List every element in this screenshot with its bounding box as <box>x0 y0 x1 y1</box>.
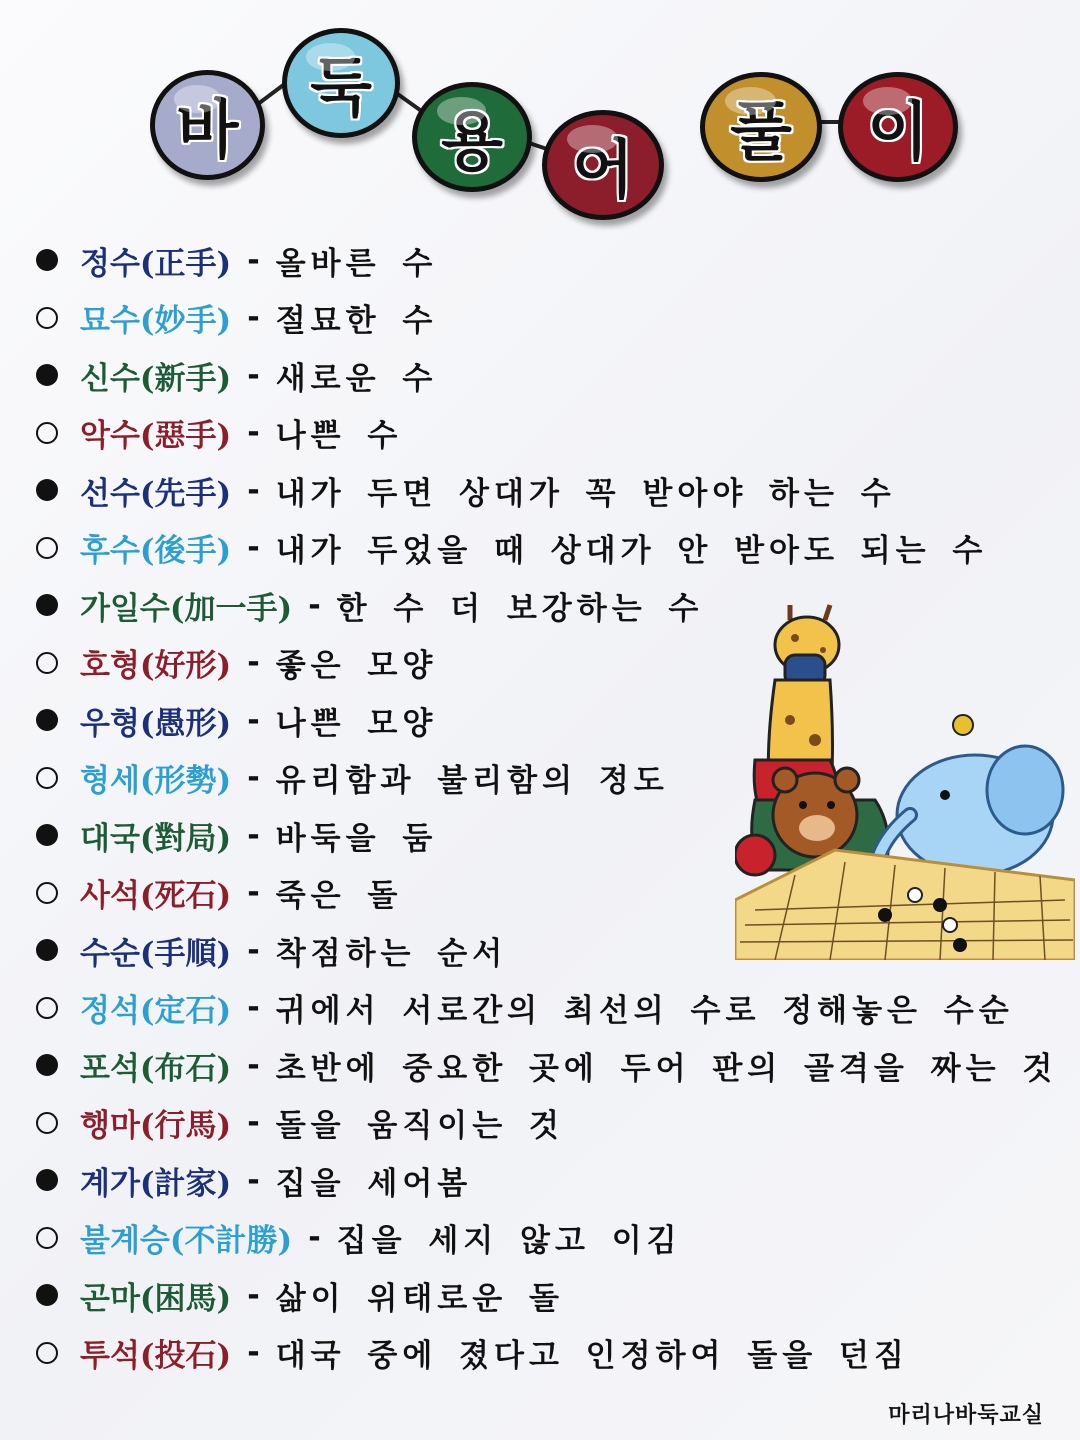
title-syllable-5 <box>700 72 822 182</box>
title-syllable-3 <box>412 82 532 192</box>
term-row <box>36 815 437 855</box>
term-meaning: 한 수 더 보강하는 수 <box>336 590 704 627</box>
term-meaning: 유리함과 불리함의 정도 <box>275 763 669 799</box>
black-stone-bullet-icon <box>36 1284 58 1306</box>
title-syllable-text: 용 <box>441 106 503 180</box>
term-word: 행마(行馬) <box>80 1108 232 1144</box>
term-word: 사석(死石) <box>80 878 232 914</box>
term-word: 포석(布石) <box>80 1050 232 1087</box>
white-stone-bullet-icon <box>36 422 58 444</box>
term-separator: - <box>247 472 260 508</box>
term-meaning: 좋은 모양 <box>275 648 438 684</box>
term-word: 가일수(加一手) <box>80 590 293 627</box>
term-row <box>36 1333 909 1373</box>
white-stone-bullet-icon <box>36 882 58 904</box>
term-row <box>36 1275 564 1315</box>
term-row <box>36 528 987 568</box>
term-separator: - <box>247 1277 260 1313</box>
term-row <box>36 758 669 798</box>
term-row <box>36 873 402 913</box>
title-syllable-text: 어 <box>572 134 634 208</box>
term-word: 후수(後手) <box>80 533 232 569</box>
title-syllable-text: 이 <box>867 96 929 170</box>
term-meaning: 집을 세지 않고 이김 <box>336 1223 682 1259</box>
title-syllable-1 <box>150 70 265 180</box>
black-stone-bullet-icon <box>36 1054 58 1076</box>
term-row <box>36 1103 564 1143</box>
term-meaning: 돌을 움직이는 것 <box>275 1108 564 1144</box>
term-word: 정수(正手) <box>80 245 232 282</box>
term-separator: - <box>247 1162 260 1198</box>
term-row <box>36 1045 1057 1085</box>
term-word: 호형(好形) <box>80 648 232 684</box>
white-stone-bullet-icon <box>36 537 58 559</box>
term-separator: - <box>247 1047 260 1083</box>
term-row <box>36 930 507 970</box>
term-word: 투석(投石) <box>80 1338 232 1374</box>
term-meaning: 죽은 돌 <box>275 878 403 914</box>
term-separator: - <box>308 587 321 623</box>
term-row <box>36 240 437 280</box>
term-word: 곤마(困馬) <box>80 1280 232 1317</box>
term-meaning: 대국 중에 졌다고 인정하여 돌을 던짐 <box>275 1338 909 1374</box>
term-separator: - <box>247 300 260 335</box>
term-separator: - <box>247 530 260 565</box>
title-syllable-6 <box>838 72 958 182</box>
term-row <box>36 585 703 625</box>
term-separator: - <box>247 760 260 795</box>
term-word: 악수(惡手) <box>80 418 232 454</box>
term-word: 수순(手順) <box>80 935 232 972</box>
footer-label: 마리나바둑교실 <box>888 1403 1044 1428</box>
black-stone-bullet-icon <box>36 709 58 731</box>
white-stone-bullet-icon <box>36 767 58 789</box>
black-stone-bullet-icon <box>36 364 58 386</box>
term-row <box>36 470 896 510</box>
term-meaning: 내가 두었을 때 상대가 안 받아도 되는 수 <box>275 533 988 569</box>
black-stone-bullet-icon <box>36 1169 58 1191</box>
term-word: 묘수(妙手) <box>80 303 232 339</box>
term-separator: - <box>247 357 260 393</box>
term-separator: - <box>308 1220 321 1255</box>
term-row <box>36 355 437 395</box>
term-meaning: 삶이 위태로운 돌 <box>275 1280 564 1317</box>
page-title <box>0 0 1080 230</box>
term-separator: - <box>247 645 260 680</box>
term-meaning: 절묘한 수 <box>275 303 438 339</box>
white-stone-bullet-icon <box>36 652 58 674</box>
white-stone-bullet-icon <box>36 997 58 1019</box>
term-separator: - <box>247 415 260 450</box>
term-word: 정석(定石) <box>80 993 232 1029</box>
term-word: 불계승(不計勝) <box>80 1223 293 1259</box>
term-word: 형세(形勢) <box>80 763 232 799</box>
term-row <box>36 700 437 740</box>
term-meaning: 내가 두면 상대가 꼭 받아야 하는 수 <box>275 475 896 512</box>
term-row <box>36 1218 682 1258</box>
term-word: 계가(計家) <box>80 1165 232 1202</box>
white-stone-bullet-icon <box>36 1227 58 1249</box>
term-word: 우형(愚形) <box>80 705 232 742</box>
term-meaning: 초반에 중요한 곳에 두어 판의 골격을 짜는 것 <box>275 1050 1058 1087</box>
black-stone-bullet-icon <box>36 824 58 846</box>
term-meaning: 새로운 수 <box>275 360 438 397</box>
black-stone-bullet-icon <box>36 249 58 271</box>
term-row <box>36 1160 472 1200</box>
term-meaning: 올바른 수 <box>275 245 438 282</box>
term-word: 선수(先手) <box>80 475 232 512</box>
white-stone-bullet-icon <box>36 1342 58 1364</box>
term-row <box>36 988 1014 1028</box>
black-stone-bullet-icon <box>36 939 58 961</box>
term-separator: - <box>247 875 260 910</box>
white-stone-bullet-icon <box>36 307 58 329</box>
title-syllable-4 <box>542 110 664 220</box>
term-separator: - <box>247 932 260 968</box>
term-meaning: 바둑을 둠 <box>275 820 438 857</box>
term-word: 대국(對局) <box>80 820 232 857</box>
term-meaning: 착점하는 순서 <box>275 935 508 972</box>
term-meaning: 나쁜 모양 <box>275 705 438 742</box>
term-separator: - <box>247 242 260 278</box>
title-syllable-text: 풀 <box>730 96 792 170</box>
title-syllable-text: 바 <box>176 94 239 168</box>
title-syllable-text: 둑 <box>310 52 372 126</box>
term-separator: - <box>247 990 260 1025</box>
term-word: 신수(新手) <box>80 360 232 397</box>
term-separator: - <box>247 1335 260 1370</box>
baduk-animals-illustration <box>735 600 1075 960</box>
term-separator: - <box>247 1105 260 1140</box>
term-meaning: 나쁜 수 <box>275 418 403 454</box>
term-meaning: 귀에서 서로간의 최선의 수로 정해놓은 수순 <box>275 993 1014 1029</box>
term-separator: - <box>247 817 260 853</box>
term-row <box>36 643 437 683</box>
term-row <box>36 413 402 453</box>
term-meaning: 집을 세어봄 <box>275 1165 473 1202</box>
term-row <box>36 298 437 338</box>
term-separator: - <box>247 702 260 738</box>
white-stone-bullet-icon <box>36 1112 58 1134</box>
elephant-figure <box>875 715 1063 875</box>
black-stone-bullet-icon <box>36 594 58 616</box>
black-stone-bullet-icon <box>36 479 58 501</box>
title-syllable-2 <box>282 28 400 138</box>
